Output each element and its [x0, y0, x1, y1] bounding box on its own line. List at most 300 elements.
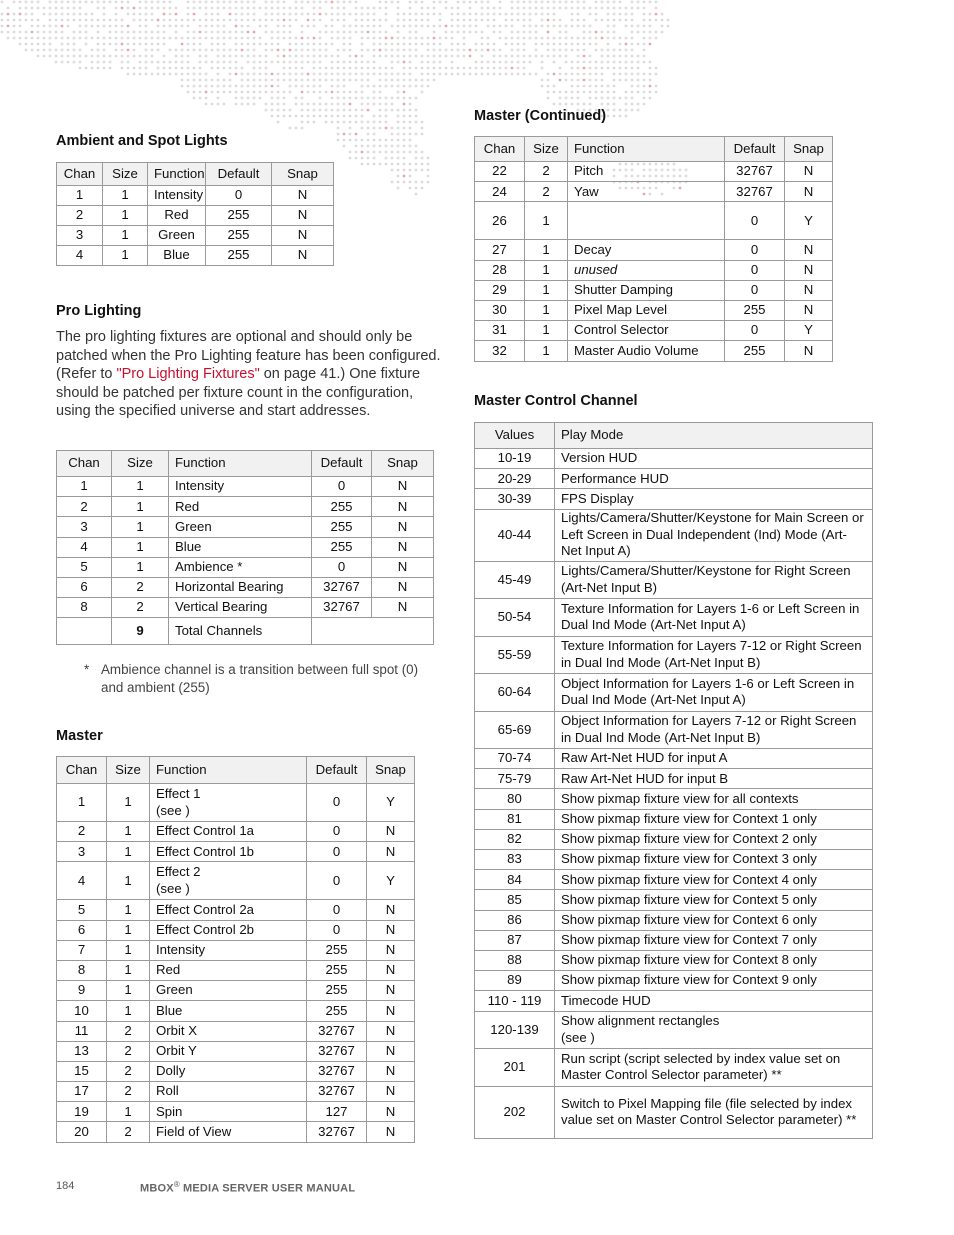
map-dot [97, 19, 100, 22]
map-dot [127, 25, 130, 28]
map-dot [631, 13, 634, 16]
table-row [57, 577, 434, 597]
map-dot [517, 19, 520, 22]
map-dot [343, 145, 346, 148]
map-dot [265, 49, 268, 52]
table-row [57, 1001, 415, 1021]
function-cell: Red [169, 497, 312, 517]
map-dot [205, 79, 208, 82]
map-dot [331, 109, 334, 112]
map-dot [301, 109, 304, 112]
chan-cell: 20 [57, 1122, 107, 1142]
map-dot [553, 7, 556, 10]
map-dot [385, 145, 388, 148]
map-dot [391, 157, 394, 160]
ambient-table [56, 162, 334, 266]
map-dot [181, 79, 184, 82]
map-dot [397, 19, 400, 22]
map-dot [61, 55, 64, 58]
map-dot [319, 55, 322, 58]
map-dot [205, 25, 208, 28]
play-mode-cell: Lights/Camera/Shutter/Keystone for Right Screen (Art-Net Input B) [555, 561, 873, 599]
map-dot [307, 103, 310, 106]
size-cell: 1 [525, 240, 568, 260]
map-dot [529, 31, 532, 34]
map-dot [535, 49, 538, 52]
map-dot [403, 61, 406, 64]
map-dot [259, 91, 262, 94]
map-dot [349, 157, 352, 160]
map-dot [415, 97, 418, 100]
map-dot [241, 85, 244, 88]
map-dot [517, 37, 520, 40]
map-dot [625, 19, 628, 22]
map-dot [289, 55, 292, 58]
map-dot [433, 13, 436, 16]
map-dot [487, 43, 490, 46]
map-dot [133, 67, 136, 70]
map-dot [493, 61, 496, 64]
map-dot [607, 43, 610, 46]
map-dot [415, 133, 418, 136]
map-dot [187, 43, 190, 46]
map-dot [319, 67, 322, 70]
map-dot [523, 37, 526, 40]
values-cell: 86 [475, 910, 555, 930]
map-dot [595, 7, 598, 10]
map-dot [241, 97, 244, 100]
map-dot [403, 115, 406, 118]
map-dot [247, 55, 250, 58]
map-dot [289, 91, 292, 94]
map-dot [535, 31, 538, 34]
map-dot [493, 43, 496, 46]
map-dot [385, 151, 388, 154]
map-dot [451, 61, 454, 64]
map-dot [601, 61, 604, 64]
map-dot [7, 7, 10, 10]
map-dot [187, 85, 190, 88]
map-dot [283, 19, 286, 22]
map-dot [169, 49, 172, 52]
map-dot [403, 97, 406, 100]
map-dot [439, 37, 442, 40]
values-cell: 20-29 [475, 469, 555, 489]
map-dot [403, 25, 406, 28]
map-dot [391, 1, 394, 4]
map-dot [241, 13, 244, 16]
map-dot [67, 55, 70, 58]
table-row [475, 749, 873, 769]
map-dot [583, 1, 586, 4]
map-dot [25, 19, 28, 22]
map-dot [127, 37, 130, 40]
map-dot [577, 97, 580, 100]
table-row [475, 202, 833, 240]
map-dot [133, 31, 136, 34]
map-dot [187, 55, 190, 58]
map-dot [229, 79, 232, 82]
total-channels-row [57, 618, 434, 645]
map-dot [559, 7, 562, 10]
map-dot [613, 67, 616, 70]
map-dot [121, 67, 124, 70]
table-row [57, 1041, 415, 1061]
map-dot [235, 67, 238, 70]
map-dot [481, 55, 484, 58]
map-dot [457, 73, 460, 76]
map-dot [79, 19, 82, 22]
map-dot [643, 49, 646, 52]
map-dot [619, 37, 622, 40]
table-row [475, 240, 833, 260]
map-dot [505, 55, 508, 58]
map-dot [211, 43, 214, 46]
map-dot [145, 19, 148, 22]
map-dot [403, 145, 406, 148]
map-dot [409, 37, 412, 40]
map-dot [391, 127, 394, 130]
map-dot [301, 91, 304, 94]
map-dot [373, 37, 376, 40]
map-dot [307, 121, 310, 124]
column-header: Function [150, 757, 307, 784]
map-dot [325, 25, 328, 28]
map-dot [481, 67, 484, 70]
map-dot [55, 25, 58, 28]
map-dot [523, 19, 526, 22]
map-dot [91, 1, 94, 4]
map-dot [421, 163, 424, 166]
map-dot [343, 67, 346, 70]
map-dot [421, 43, 424, 46]
values-cell: 70-74 [475, 749, 555, 769]
map-dot [391, 85, 394, 88]
map-dot [601, 31, 604, 34]
size-cell: 1 [107, 900, 150, 920]
map-dot [409, 61, 412, 64]
map-dot [577, 7, 580, 10]
map-dot [301, 43, 304, 46]
map-dot [295, 67, 298, 70]
map-dot [373, 61, 376, 64]
size-cell: 1 [525, 202, 568, 240]
map-dot [499, 73, 502, 76]
map-dot [115, 37, 118, 40]
map-dot [661, 19, 664, 22]
map-dot [607, 13, 610, 16]
map-dot [145, 73, 148, 76]
map-dot [265, 91, 268, 94]
map-dot [109, 37, 112, 40]
map-dot [595, 79, 598, 82]
map-dot [385, 19, 388, 22]
map-dot [379, 73, 382, 76]
map-dot [535, 1, 538, 4]
map-dot [487, 61, 490, 64]
column-header: Chan [57, 163, 103, 186]
table-row [57, 477, 434, 497]
map-dot [577, 37, 580, 40]
map-dot [253, 55, 256, 58]
map-dot [37, 1, 40, 4]
map-dot [139, 67, 142, 70]
snap-cell: N [372, 557, 434, 577]
map-dot [367, 7, 370, 10]
map-dot [295, 97, 298, 100]
map-dot [529, 25, 532, 28]
table-row [475, 870, 873, 890]
map-dot [187, 91, 190, 94]
map-dot [127, 55, 130, 58]
map-dot [475, 13, 478, 16]
map-dot [313, 13, 316, 16]
map-dot [133, 43, 136, 46]
map-dot [289, 25, 292, 28]
map-dot [139, 73, 142, 76]
function-cell: Effect Control 2a [150, 900, 307, 920]
table-row [57, 517, 434, 537]
function-cell: Master Audio Volume [568, 341, 725, 361]
map-dot [607, 61, 610, 64]
map-dot [337, 73, 340, 76]
map-dot [535, 37, 538, 40]
table-header-row [57, 757, 415, 784]
map-dot [355, 31, 358, 34]
table-row [57, 822, 415, 842]
map-dot [349, 79, 352, 82]
map-dot [289, 19, 292, 22]
map-dot [139, 13, 142, 16]
map-dot [361, 121, 364, 124]
map-dot [265, 61, 268, 64]
ambience-footnote: Ambience channel is a transition between full spot (0) and ambient (255) [101, 662, 419, 695]
map-dot [523, 67, 526, 70]
map-dot [349, 151, 352, 154]
map-dot [475, 49, 478, 52]
map-dot [445, 73, 448, 76]
map-dot [637, 7, 640, 10]
table-row [57, 1082, 415, 1102]
map-dot [193, 43, 196, 46]
map-dot [283, 31, 286, 34]
map-dot [607, 67, 610, 70]
default-cell: 255 [312, 537, 372, 557]
map-dot [475, 19, 478, 22]
map-dot [373, 55, 376, 58]
map-dot [343, 73, 346, 76]
map-dot [115, 13, 118, 16]
map-dot [103, 1, 106, 4]
map-dot [523, 43, 526, 46]
map-dot [595, 91, 598, 94]
map-dot [91, 55, 94, 58]
map-dot [259, 79, 262, 82]
table-row [475, 260, 833, 280]
map-dot [331, 19, 334, 22]
map-dot [241, 1, 244, 4]
map-dot [535, 13, 538, 16]
table-row [475, 930, 873, 950]
map-dot [643, 7, 646, 10]
map-dot [181, 55, 184, 58]
map-dot [109, 19, 112, 22]
map-dot [631, 55, 634, 58]
map-dot [637, 103, 640, 106]
map-dot [229, 37, 232, 40]
default-cell: 255 [725, 300, 785, 320]
map-dot [235, 85, 238, 88]
map-dot [253, 85, 256, 88]
map-dot [415, 1, 418, 4]
map-dot [337, 67, 340, 70]
pro-lighting-fixtures-link[interactable]: "Pro Lighting Fixtures" [116, 366, 260, 383]
map-dot [571, 25, 574, 28]
play-mode-cell: Texture Information for Layers 1-6 or Left Screen in Dual Ind Mode (Art-Net Input A) [555, 599, 873, 637]
default-cell: 32767 [725, 182, 785, 202]
map-dot [475, 73, 478, 76]
map-dot [265, 79, 268, 82]
map-dot [103, 25, 106, 28]
map-dot [643, 79, 646, 82]
map-dot [409, 169, 412, 172]
map-dot [121, 37, 124, 40]
map-dot [457, 25, 460, 28]
map-dot [49, 1, 52, 4]
map-dot [253, 79, 256, 82]
map-dot [505, 37, 508, 40]
map-dot [583, 25, 586, 28]
map-dot [277, 121, 280, 124]
map-dot [7, 31, 10, 34]
map-dot [559, 55, 562, 58]
map-dot [121, 25, 124, 28]
map-dot [553, 49, 556, 52]
map-dot [415, 13, 418, 16]
map-dot [397, 145, 400, 148]
map-dot [85, 25, 88, 28]
map-dot [265, 43, 268, 46]
play-mode-cell: Show pixmap fixture view for Context 1 only [555, 809, 873, 829]
column-header: Snap [272, 163, 334, 186]
map-dot [193, 79, 196, 82]
map-dot [415, 151, 418, 154]
map-dot [529, 37, 532, 40]
map-dot [277, 97, 280, 100]
map-dot [361, 109, 364, 112]
table-row [475, 1011, 873, 1049]
map-dot [271, 73, 274, 76]
map-dot [493, 73, 496, 76]
column-header: Chan [475, 137, 525, 162]
map-dot [223, 1, 226, 4]
map-dot [469, 73, 472, 76]
map-dot [409, 31, 412, 34]
map-dot [583, 37, 586, 40]
map-dot [211, 103, 214, 106]
map-dot [565, 7, 568, 10]
map-dot [283, 91, 286, 94]
map-dot [613, 73, 616, 76]
values-cell: 55-59 [475, 636, 555, 674]
map-dot [397, 169, 400, 172]
map-dot [349, 139, 352, 142]
map-dot [367, 163, 370, 166]
map-dot [259, 97, 262, 100]
map-dot [271, 109, 274, 112]
map-dot [283, 37, 286, 40]
map-dot [133, 49, 136, 52]
map-dot [187, 67, 190, 70]
default-cell: 127 [307, 1102, 367, 1122]
map-dot [301, 103, 304, 106]
map-dot [373, 151, 376, 154]
map-dot [37, 19, 40, 22]
map-dot [271, 31, 274, 34]
default-cell: 32767 [307, 1082, 367, 1102]
map-dot [409, 55, 412, 58]
column-header: Size [107, 757, 150, 784]
map-dot [343, 121, 346, 124]
snap-cell: Y [785, 202, 833, 240]
map-dot [283, 7, 286, 10]
map-dot [217, 61, 220, 64]
map-dot [565, 31, 568, 34]
map-dot [307, 37, 310, 40]
map-dot [451, 55, 454, 58]
size-cell: 2 [525, 162, 568, 182]
map-dot [49, 55, 52, 58]
map-dot [169, 13, 172, 16]
map-dot [463, 19, 466, 22]
table-row [57, 940, 415, 960]
map-dot [421, 55, 424, 58]
map-dot [655, 19, 658, 22]
map-dot [397, 163, 400, 166]
map-dot [637, 67, 640, 70]
map-dot [127, 13, 130, 16]
snap-cell: N [367, 1001, 415, 1021]
size-cell: 2 [112, 577, 169, 597]
default-cell: 32767 [307, 1021, 367, 1041]
map-dot [217, 103, 220, 106]
play-mode-cell: Lights/Camera/Shutter/Keystone for Main Screen or Left Screen in Dual Independent (Ind) Mode (Art-Net Input A) [555, 509, 873, 561]
map-dot [277, 13, 280, 16]
map-dot [391, 181, 394, 184]
map-dot [409, 43, 412, 46]
map-dot [379, 127, 382, 130]
map-dot [571, 73, 574, 76]
map-dot [223, 55, 226, 58]
map-dot [289, 85, 292, 88]
map-dot [667, 19, 670, 22]
values-cell: 45-49 [475, 561, 555, 599]
size-cell: 2 [107, 1061, 150, 1081]
map-dot [331, 37, 334, 40]
map-dot [151, 19, 154, 22]
table-row [57, 246, 334, 266]
map-dot [205, 61, 208, 64]
map-dot [529, 19, 532, 22]
map-dot [571, 7, 574, 10]
map-dot [235, 43, 238, 46]
map-dot [355, 13, 358, 16]
map-dot [361, 61, 364, 64]
map-dot [439, 1, 442, 4]
play-mode-cell: Switch to Pixel Mapping file (file selected by index value set on Master Control Selector parameter) ** [555, 1086, 873, 1138]
map-dot [331, 85, 334, 88]
map-dot [169, 19, 172, 22]
